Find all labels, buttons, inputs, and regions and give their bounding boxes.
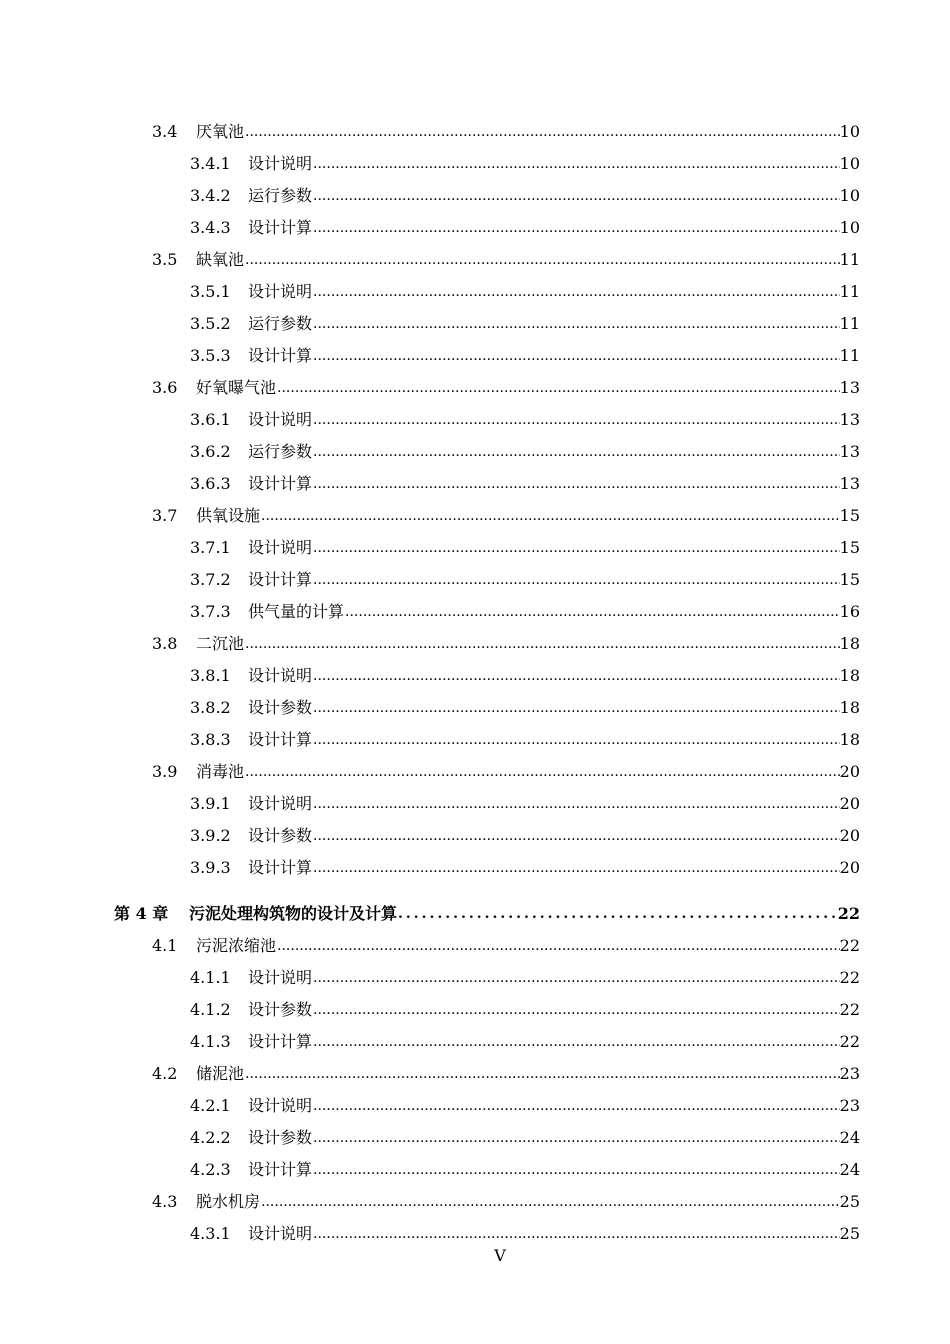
toc-entry-title: 运行参数 <box>248 442 313 461</box>
toc-section-entry[interactable] <box>0 930 860 962</box>
toc-entry-page: 23 <box>839 1064 860 1083</box>
toc-subsection-entry[interactable] <box>0 532 860 564</box>
toc-entry-title: 二沉池 <box>196 634 245 653</box>
toc-entry-number: 4.2.3 <box>190 1160 231 1179</box>
toc-entry-title: 设计说明 <box>248 794 313 813</box>
toc-entry-number: 3.9.3 <box>190 858 231 877</box>
toc-subsection-entry[interactable] <box>0 148 860 180</box>
dot-leader <box>313 968 840 988</box>
toc-subsection-entry[interactable] <box>0 660 860 692</box>
toc-entry-title: 供氧设施 <box>196 506 261 525</box>
toc-entry-number: 4.3.1 <box>190 1224 231 1243</box>
toc-entry-title: 设计说明 <box>248 1224 313 1243</box>
toc-entry-page: 18 <box>839 666 860 685</box>
toc-entry-page: 13 <box>839 378 860 397</box>
dot-leader <box>313 314 840 334</box>
toc-section-entry[interactable] <box>0 116 860 148</box>
toc-section-entry[interactable] <box>0 372 860 404</box>
toc-subsection-entry[interactable] <box>0 788 860 820</box>
table-of-contents <box>0 116 950 1250</box>
dot-leader <box>313 1096 840 1116</box>
dot-leader <box>261 1192 840 1212</box>
toc-entry-title: 设计计算 <box>248 1160 313 1179</box>
toc-subsection-entry[interactable] <box>0 962 860 994</box>
dot-leader <box>313 346 840 366</box>
dot-leader <box>313 858 840 878</box>
toc-entry-number: 3.6 <box>152 378 178 397</box>
toc-entry-number: 3.4.1 <box>190 154 231 173</box>
dot-leader <box>313 826 840 846</box>
toc-entry-page: 11 <box>839 282 860 301</box>
dot-leader <box>398 904 838 924</box>
toc-entry-title: 设计计算 <box>248 346 313 365</box>
dot-leader <box>245 122 840 142</box>
toc-entry-title: 运行参数 <box>248 186 313 205</box>
toc-entry-number: 3.4.3 <box>190 218 231 237</box>
toc-entry-page: 11 <box>839 314 860 333</box>
dot-leader <box>313 794 840 814</box>
dot-leader <box>313 570 840 590</box>
toc-entry-page: 22 <box>837 904 860 923</box>
toc-subsection-entry[interactable] <box>0 340 860 372</box>
dot-leader <box>245 634 840 654</box>
toc-section-entry[interactable] <box>0 1186 860 1218</box>
toc-entry-title: 设计说明 <box>248 282 313 301</box>
dot-leader <box>313 1160 840 1180</box>
toc-entry-number: 3.4 <box>152 122 178 141</box>
toc-entry-page: 20 <box>839 826 860 845</box>
toc-entry-page: 16 <box>839 602 860 621</box>
toc-entry-title: 脱水机房 <box>196 1192 261 1211</box>
toc-subsection-entry[interactable] <box>0 404 860 436</box>
dot-leader <box>313 538 840 558</box>
toc-subsection-entry[interactable] <box>0 692 860 724</box>
dot-leader <box>277 936 840 956</box>
toc-entry-title: 好氧曝气池 <box>196 378 277 397</box>
toc-subsection-entry[interactable] <box>0 564 860 596</box>
toc-entry-title: 设计计算 <box>248 1032 313 1051</box>
toc-entry-number: 4.2.1 <box>190 1096 231 1115</box>
toc-entry-title: 设计计算 <box>248 730 313 749</box>
toc-entry-number: 3.5.1 <box>190 282 231 301</box>
dot-leader <box>313 154 840 174</box>
toc-entry-page: 20 <box>839 794 860 813</box>
toc-entry-title: 设计说明 <box>248 154 313 173</box>
toc-section-entry[interactable] <box>0 244 860 276</box>
toc-entry-number: 3.5.2 <box>190 314 231 333</box>
toc-entry-number: 3.9.1 <box>190 794 231 813</box>
page-number-footer: V <box>494 1246 506 1265</box>
toc-entry-title: 设计参数 <box>248 698 313 717</box>
toc-entry-page: 13 <box>839 410 860 429</box>
toc-entry-title: 厌氧池 <box>196 122 245 141</box>
toc-entry-number: 3.8.3 <box>190 730 231 749</box>
toc-entry-title: 消毒池 <box>196 762 245 781</box>
toc-chapter-entry[interactable] <box>0 894 860 930</box>
toc-entry-page: 20 <box>839 762 860 781</box>
toc-entry-title: 缺氧池 <box>196 250 245 269</box>
toc-entry-page: 18 <box>839 634 860 653</box>
toc-entry-page: 13 <box>839 442 860 461</box>
toc-entry-page: 11 <box>839 346 860 365</box>
toc-entry-page: 10 <box>839 218 860 237</box>
toc-entry-page: 10 <box>839 186 860 205</box>
toc-entry-number: 3.6.2 <box>190 442 231 461</box>
toc-subsection-entry[interactable] <box>0 276 860 308</box>
toc-entry-page: 22 <box>839 968 860 987</box>
toc-subsection-entry[interactable] <box>0 180 860 212</box>
toc-subsection-entry[interactable] <box>0 994 860 1026</box>
toc-entry-title: 运行参数 <box>248 314 313 333</box>
toc-entry-number: 3.9 <box>152 762 178 781</box>
toc-entry-title: 设计计算 <box>248 858 313 877</box>
toc-entry-number: 4.1.3 <box>190 1032 231 1051</box>
dot-leader <box>313 442 840 462</box>
toc-subsection-entry[interactable] <box>0 1090 860 1122</box>
toc-entry-page: 22 <box>839 936 860 955</box>
dot-leader <box>277 378 840 398</box>
toc-entry-title: 设计说明 <box>248 538 313 557</box>
toc-entry-number: 3.6.3 <box>190 474 231 493</box>
toc-entry-number: 3.6.1 <box>190 410 231 429</box>
toc-subsection-entry[interactable] <box>0 1026 860 1058</box>
toc-entry-title: 供气量的计算 <box>248 602 345 621</box>
toc-entry-title: 污泥浓缩池 <box>196 936 277 955</box>
toc-entry-number: 3.7 <box>152 506 178 525</box>
toc-entry-page: 23 <box>839 1096 860 1115</box>
toc-entry-number: 3.7.2 <box>190 570 231 589</box>
toc-section-entry[interactable] <box>0 756 860 788</box>
toc-entry-number: 3.9.2 <box>190 826 231 845</box>
toc-entry-number: 3.4.2 <box>190 186 231 205</box>
toc-entry-number: 3.8.2 <box>190 698 231 717</box>
toc-subsection-entry[interactable] <box>0 852 860 884</box>
toc-entry-page: 15 <box>839 570 860 589</box>
toc-entry-title: 设计说明 <box>248 666 313 685</box>
dot-leader <box>313 1128 840 1148</box>
toc-entry-number: 3.5.3 <box>190 346 231 365</box>
toc-entry-number: 4.1.1 <box>190 968 231 987</box>
toc-entry-page: 24 <box>839 1128 860 1147</box>
toc-subsection-entry[interactable] <box>0 308 860 340</box>
toc-entry-title: 污泥处理构筑物的设计及计算 <box>189 904 398 923</box>
toc-entry-page: 18 <box>839 698 860 717</box>
toc-entry-number: 4.3 <box>152 1192 178 1211</box>
dot-leader <box>313 1224 840 1244</box>
toc-subsection-entry[interactable] <box>0 724 860 756</box>
dot-leader <box>313 698 840 718</box>
toc-entry-title: 设计参数 <box>248 826 313 845</box>
toc-entry-title: 设计说明 <box>248 410 313 429</box>
dot-leader <box>313 474 840 494</box>
toc-subsection-entry[interactable] <box>0 468 860 500</box>
toc-entry-title: 设计计算 <box>248 218 313 237</box>
dot-leader <box>245 762 840 782</box>
toc-entry-page: 18 <box>839 730 860 749</box>
toc-entry-title: 设计计算 <box>248 570 313 589</box>
toc-subsection-entry[interactable] <box>0 1122 860 1154</box>
toc-entry-number: 4.2.2 <box>190 1128 231 1147</box>
toc-section-entry[interactable] <box>0 500 860 532</box>
toc-entry-page: 22 <box>839 1032 860 1051</box>
toc-entry-page: 11 <box>839 250 860 269</box>
dot-leader <box>245 250 840 270</box>
dot-leader <box>313 186 840 206</box>
dot-leader <box>313 1032 840 1052</box>
toc-entry-number: 第 4 章 <box>114 904 169 923</box>
toc-subsection-entry[interactable] <box>0 820 860 852</box>
toc-entry-title: 设计说明 <box>248 968 313 987</box>
toc-subsection-entry[interactable] <box>0 1154 860 1186</box>
toc-entry-page: 10 <box>839 154 860 173</box>
dot-leader <box>313 730 840 750</box>
toc-entry-page: 25 <box>839 1224 860 1243</box>
dot-leader <box>313 1000 840 1020</box>
toc-entry-title: 设计说明 <box>248 1096 313 1115</box>
toc-entry-page: 10 <box>839 122 860 141</box>
toc-section-entry[interactable] <box>0 1058 860 1090</box>
toc-entry-title: 设计参数 <box>248 1000 313 1019</box>
toc-entry-title: 设计计算 <box>248 474 313 493</box>
toc-subsection-entry[interactable] <box>0 212 860 244</box>
toc-entry-page: 15 <box>839 506 860 525</box>
dot-leader <box>261 506 840 526</box>
toc-entry-title: 储泥池 <box>196 1064 245 1083</box>
dot-leader <box>313 410 840 430</box>
toc-entry-number: 3.8.1 <box>190 666 231 685</box>
toc-entry-page: 22 <box>839 1000 860 1019</box>
toc-entry-page: 15 <box>839 538 860 557</box>
toc-entry-title: 设计参数 <box>248 1128 313 1147</box>
toc-entry-number: 4.1 <box>152 936 178 955</box>
toc-entry-page: 25 <box>839 1192 860 1211</box>
dot-leader <box>313 666 840 686</box>
dot-leader <box>313 218 840 238</box>
dot-leader <box>313 282 840 302</box>
toc-entry-number: 3.5 <box>152 250 178 269</box>
toc-entry-number: 3.8 <box>152 634 178 653</box>
toc-entry-page: 24 <box>839 1160 860 1179</box>
toc-entry-number: 4.2 <box>152 1064 178 1083</box>
toc-entry-number: 4.1.2 <box>190 1000 231 1019</box>
toc-entry-page: 20 <box>839 858 860 877</box>
dot-leader <box>345 602 840 622</box>
dot-leader <box>245 1064 840 1084</box>
toc-subsection-entry[interactable] <box>0 596 860 628</box>
toc-entry-number: 3.7.3 <box>190 602 231 621</box>
toc-entry-page: 13 <box>839 474 860 493</box>
toc-subsection-entry[interactable] <box>0 436 860 468</box>
toc-entry-number: 3.7.1 <box>190 538 231 557</box>
toc-section-entry[interactable] <box>0 628 860 660</box>
